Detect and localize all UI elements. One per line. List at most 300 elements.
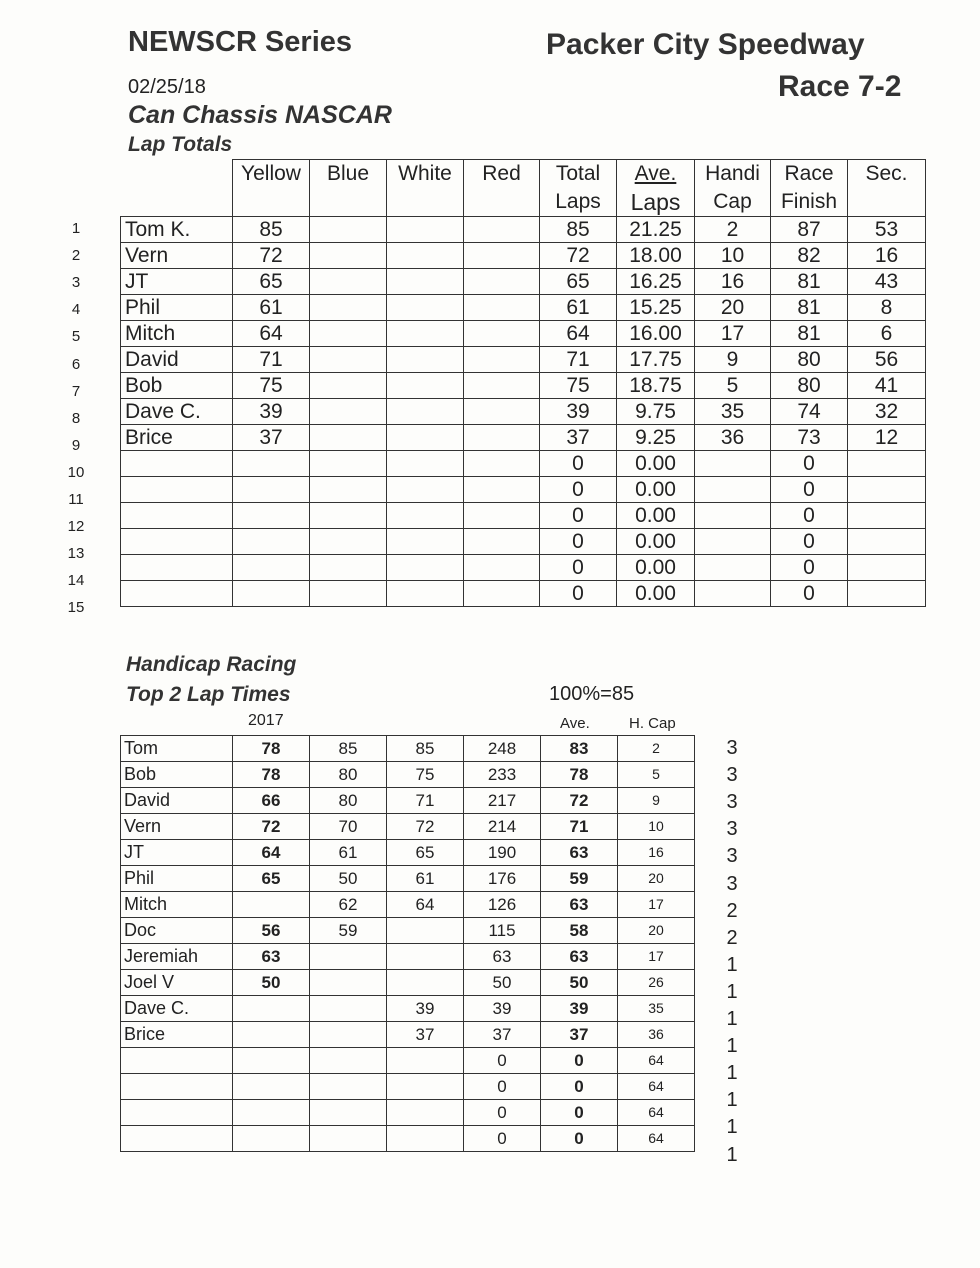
cell-name [121, 451, 233, 477]
cell-finish: 0 [771, 529, 848, 555]
lap-row [121, 399, 926, 425]
col-total-laps [540, 160, 617, 217]
cell-red [464, 399, 540, 425]
handicap-row [121, 866, 695, 892]
cell-c1: 50 [310, 866, 387, 892]
cell-sec [848, 451, 926, 477]
cell-handi: 2 [695, 217, 771, 243]
row-number: 9 [71, 436, 81, 454]
cell-yellow [233, 477, 310, 503]
cell-sum: 126 [464, 892, 541, 918]
cell-sum: 115 [464, 918, 541, 944]
row-number: 6 [71, 355, 81, 373]
cell-finish: 81 [771, 321, 848, 347]
cell-red [464, 295, 540, 321]
cell-name [121, 529, 233, 555]
row-number: 2 [71, 247, 81, 265]
cell-name: Brice [121, 425, 233, 451]
cell-y2017: 63 [233, 944, 310, 970]
cell-handi [695, 503, 771, 529]
cell-finish: 73 [771, 425, 848, 451]
cell-finish: 74 [771, 399, 848, 425]
handicap-row [121, 1048, 695, 1074]
cell-hcap: 35 [618, 996, 695, 1022]
handicap-row [121, 892, 695, 918]
cell-red [464, 321, 540, 347]
cell-name [121, 581, 233, 607]
handicap-row [121, 736, 695, 762]
cell-y2017 [233, 1100, 310, 1126]
cell-y2017: 78 [233, 736, 310, 762]
cell-handi: 16 [695, 269, 771, 295]
cell-name: JT [121, 269, 233, 295]
cell-yellow: 61 [233, 295, 310, 321]
lap-row [121, 451, 926, 477]
cell-white [387, 555, 464, 581]
cell-ave: 18.75 [617, 373, 695, 399]
cell-y2017: 65 [233, 866, 310, 892]
cell-name [121, 1074, 233, 1100]
series-title: NEWSCR Series [128, 26, 353, 58]
cell-white [387, 451, 464, 477]
race-count: 1 [726, 1143, 738, 1166]
cell-ave: 16.25 [617, 269, 695, 295]
cell-yellow: 39 [233, 399, 310, 425]
cell-name [121, 555, 233, 581]
cell-c2 [387, 1048, 464, 1074]
cell-ave: 0 [541, 1126, 618, 1152]
lap-row [121, 295, 926, 321]
race-count: 1 [726, 1116, 738, 1139]
race-date: 02/25/18 [128, 76, 206, 98]
cell-sec [848, 503, 926, 529]
handicap-title: Handicap Racing [126, 653, 297, 676]
cell-name: Tom K. [121, 217, 233, 243]
cell-c2: 72 [387, 814, 464, 840]
cell-finish: 87 [771, 217, 848, 243]
cell-yellow [233, 555, 310, 581]
cell-ave: 0.00 [617, 477, 695, 503]
cell-red [464, 477, 540, 503]
cell-total: 0 [540, 581, 617, 607]
cell-ave: 0.00 [617, 503, 695, 529]
cell-sec [848, 477, 926, 503]
cell-c1 [310, 1022, 387, 1048]
cell-sec: 43 [848, 269, 926, 295]
cell-handi: 10 [695, 243, 771, 269]
cell-yellow: 64 [233, 321, 310, 347]
cell-sum: 0 [464, 1100, 541, 1126]
race-count: 1 [726, 1062, 738, 1085]
race-count: 1 [726, 1089, 738, 1112]
col-white: White [387, 160, 464, 217]
col-ave-1: Ave. [634, 162, 677, 185]
cell-blue [310, 529, 387, 555]
cell-sec: 56 [848, 347, 926, 373]
class-title: Can Chassis NASCAR [128, 101, 392, 129]
cell-c2 [387, 944, 464, 970]
cell-c2: 75 [387, 762, 464, 788]
col-blue: Blue [310, 160, 387, 217]
lap-row [121, 373, 926, 399]
row-number: 15 [67, 599, 85, 617]
cell-ave: 21.25 [617, 217, 695, 243]
cell-red [464, 555, 540, 581]
cell-c2 [387, 1100, 464, 1126]
handicap-row [121, 840, 695, 866]
handicap-row [121, 996, 695, 1022]
cell-handi [695, 555, 771, 581]
cell-ave: 0 [541, 1100, 618, 1126]
cell-hcap: 16 [618, 840, 695, 866]
cell-sum: 214 [464, 814, 541, 840]
col-red: Red [464, 160, 540, 217]
row-number: 12 [67, 518, 85, 536]
cell-sec: 41 [848, 373, 926, 399]
race-count: 1 [726, 953, 738, 976]
cell-blue [310, 373, 387, 399]
cell-ave: 16.00 [617, 321, 695, 347]
cell-hcap: 2 [618, 736, 695, 762]
cell-blue [310, 347, 387, 373]
cell-total: 65 [540, 269, 617, 295]
cell-handi: 35 [695, 399, 771, 425]
cell-sec: 8 [848, 295, 926, 321]
race-count: 1 [726, 1035, 738, 1058]
cell-finish: 0 [771, 555, 848, 581]
cell-white [387, 243, 464, 269]
cell-red [464, 451, 540, 477]
handicap-row [121, 1022, 695, 1048]
cell-ave: 0.00 [617, 529, 695, 555]
cell-sum: 233 [464, 762, 541, 788]
cell-white [387, 217, 464, 243]
cell-ave: 71 [541, 814, 618, 840]
cell-white [387, 581, 464, 607]
cell-white [387, 477, 464, 503]
race-number: Race 7-2 [778, 70, 902, 103]
cell-sum: 176 [464, 866, 541, 892]
handicap-subtitle: Top 2 Lap Times [126, 683, 291, 706]
cell-blue [310, 425, 387, 451]
cell-ave: 39 [541, 996, 618, 1022]
cell-name: Joel V [121, 970, 233, 996]
lap-totals-table [120, 159, 926, 607]
cell-c1 [310, 970, 387, 996]
lap-row [121, 243, 926, 269]
row-number: 1 [71, 220, 81, 237]
cell-handi: 17 [695, 321, 771, 347]
cell-y2017 [233, 1074, 310, 1100]
cell-sum: 0 [464, 1048, 541, 1074]
cell-handi: 36 [695, 425, 771, 451]
cell-ave: 17.75 [617, 347, 695, 373]
cell-total: 64 [540, 321, 617, 347]
cell-name: Vern [121, 814, 233, 840]
cell-sec [848, 555, 926, 581]
handicap-row [121, 918, 695, 944]
cell-blue [310, 243, 387, 269]
cell-c2: 85 [387, 736, 464, 762]
cell-ave: 63 [541, 892, 618, 918]
cell-total: 39 [540, 399, 617, 425]
cell-name [121, 1100, 233, 1126]
cell-name: JT [121, 840, 233, 866]
cell-c1: 80 [310, 788, 387, 814]
cell-white [387, 295, 464, 321]
cell-c2: 37 [387, 1022, 464, 1048]
cell-finish: 0 [771, 477, 848, 503]
cell-white [387, 399, 464, 425]
cell-white [387, 269, 464, 295]
cell-blue [310, 269, 387, 295]
lap-row [121, 477, 926, 503]
cell-c1: 80 [310, 762, 387, 788]
cell-red [464, 529, 540, 555]
cell-name: Bob [121, 373, 233, 399]
cell-red [464, 347, 540, 373]
cell-c2: 39 [387, 996, 464, 1022]
cell-ave: 18.00 [617, 243, 695, 269]
cell-hcap: 9 [618, 788, 695, 814]
cell-y2017: 64 [233, 840, 310, 866]
cell-c2 [387, 918, 464, 944]
cell-hcap: 17 [618, 944, 695, 970]
track-title: Packer City Speedway [546, 28, 865, 61]
lap-row [121, 555, 926, 581]
cell-blue [310, 477, 387, 503]
cell-name: Dave C. [121, 399, 233, 425]
cell-name: Mitch [121, 321, 233, 347]
cell-total: 0 [540, 477, 617, 503]
cell-name: Phil [121, 295, 233, 321]
year-label: 2017 [248, 712, 284, 729]
race-count: 3 [726, 845, 738, 868]
cell-hcap: 20 [618, 918, 695, 944]
cell-ave: 59 [541, 866, 618, 892]
cell-sum: 39 [464, 996, 541, 1022]
cell-y2017: 72 [233, 814, 310, 840]
cell-white [387, 503, 464, 529]
cell-blue [310, 295, 387, 321]
cell-y2017: 66 [233, 788, 310, 814]
cell-hcap: 64 [618, 1048, 695, 1074]
row-number: 8 [71, 409, 81, 427]
col-handicap [695, 160, 771, 217]
lap-row [121, 503, 926, 529]
cell-hcap: 64 [618, 1100, 695, 1126]
cell-name: David [121, 788, 233, 814]
cell-name: Vern [121, 243, 233, 269]
col-ave-2: Laps [630, 189, 681, 215]
cell-blue [310, 451, 387, 477]
cell-yellow [233, 529, 310, 555]
handicap-row [121, 1126, 695, 1152]
cell-y2017 [233, 1022, 310, 1048]
cell-red [464, 269, 540, 295]
row-number: 11 [68, 491, 84, 508]
cell-sec [848, 529, 926, 555]
cell-ave: 58 [541, 918, 618, 944]
cell-ave: 0 [541, 1074, 618, 1100]
cell-c2: 61 [387, 866, 464, 892]
cell-name: Jeremiah [121, 944, 233, 970]
cell-white [387, 425, 464, 451]
cell-ave: 63 [541, 840, 618, 866]
cell-red [464, 373, 540, 399]
col-total-1: Total [555, 162, 601, 185]
cell-yellow [233, 451, 310, 477]
lap-row [121, 269, 926, 295]
lap-row [121, 425, 926, 451]
cell-sec [848, 581, 926, 607]
cell-handi [695, 529, 771, 555]
lap-totals-header [121, 160, 926, 217]
cell-sum: 217 [464, 788, 541, 814]
cell-sum: 50 [464, 970, 541, 996]
cell-finish: 0 [771, 581, 848, 607]
cell-sum: 190 [464, 840, 541, 866]
cell-name: Brice [121, 1022, 233, 1048]
cell-hcap: 17 [618, 892, 695, 918]
cell-ave: 9.75 [617, 399, 695, 425]
cell-c1: 59 [310, 918, 387, 944]
handicap-row [121, 1074, 695, 1100]
cell-y2017 [233, 892, 310, 918]
cell-total: 71 [540, 347, 617, 373]
cell-ave: 78 [541, 762, 618, 788]
handicap-row [121, 762, 695, 788]
header-blank [121, 160, 233, 217]
col-ave-laps [617, 160, 695, 217]
cell-sec: 53 [848, 217, 926, 243]
cell-handi [695, 477, 771, 503]
cell-finish: 81 [771, 269, 848, 295]
cell-white [387, 373, 464, 399]
cell-finish: 81 [771, 295, 848, 321]
row-number: 3 [71, 274, 81, 292]
cell-total: 0 [540, 529, 617, 555]
cell-sec: 32 [848, 399, 926, 425]
cell-name: Mitch [121, 892, 233, 918]
cell-c2: 64 [387, 892, 464, 918]
lap-row [121, 321, 926, 347]
col-sec: Sec. [848, 160, 926, 217]
cell-total: 0 [540, 555, 617, 581]
lap-row [121, 581, 926, 607]
cell-yellow: 65 [233, 269, 310, 295]
cell-name [121, 1048, 233, 1074]
cell-total: 37 [540, 425, 617, 451]
cell-handi [695, 451, 771, 477]
cell-total: 0 [540, 503, 617, 529]
cell-y2017 [233, 996, 310, 1022]
cell-sec: 12 [848, 425, 926, 451]
cell-c1: 62 [310, 892, 387, 918]
cell-handi: 5 [695, 373, 771, 399]
lap-row [121, 347, 926, 373]
cell-red [464, 217, 540, 243]
handicap-table [120, 735, 695, 1152]
cell-blue [310, 217, 387, 243]
cell-hcap: 5 [618, 762, 695, 788]
cell-hcap: 36 [618, 1022, 695, 1048]
cell-c1: 85 [310, 736, 387, 762]
lap-row [121, 217, 926, 243]
cell-hcap: 64 [618, 1074, 695, 1100]
cell-hcap: 20 [618, 866, 695, 892]
cell-c1 [310, 1074, 387, 1100]
race-count: 2 [726, 899, 738, 922]
handicap-row [121, 814, 695, 840]
cell-y2017: 50 [233, 970, 310, 996]
cell-name: Bob [121, 762, 233, 788]
cell-sum: 37 [464, 1022, 541, 1048]
cell-c2: 71 [387, 788, 464, 814]
cell-ave: 0.00 [617, 555, 695, 581]
cell-blue [310, 321, 387, 347]
cell-white [387, 529, 464, 555]
cell-blue [310, 555, 387, 581]
cell-total: 61 [540, 295, 617, 321]
cell-white [387, 321, 464, 347]
row-number: 14 [67, 572, 85, 590]
cell-c2 [387, 970, 464, 996]
cell-yellow: 71 [233, 347, 310, 373]
race-count: 1 [726, 980, 738, 1003]
race-count: 3 [726, 872, 738, 895]
cell-finish: 80 [771, 373, 848, 399]
cell-ave: 0.00 [617, 581, 695, 607]
cell-hcap: 64 [618, 1126, 695, 1152]
cell-name [121, 1126, 233, 1152]
cell-ave: 0 [541, 1048, 618, 1074]
col-handi-1: Handi [705, 162, 760, 185]
cell-ave: 83 [541, 736, 618, 762]
cell-name: David [121, 347, 233, 373]
cell-sec: 6 [848, 321, 926, 347]
cell-name: Tom [121, 736, 233, 762]
cell-hcap: 26 [618, 970, 695, 996]
cell-red [464, 425, 540, 451]
cell-c2 [387, 1126, 464, 1152]
cell-blue [310, 503, 387, 529]
lap-row [121, 529, 926, 555]
cell-y2017: 78 [233, 762, 310, 788]
race-count: 3 [726, 764, 738, 787]
col-yellow: Yellow [233, 160, 310, 217]
cell-total: 85 [540, 217, 617, 243]
cell-finish: 0 [771, 451, 848, 477]
row-number: 4 [71, 301, 81, 319]
cell-yellow: 85 [233, 217, 310, 243]
section-lap-totals: Lap Totals [128, 133, 233, 156]
cell-name: Dave C. [121, 996, 233, 1022]
handicap-row [121, 944, 695, 970]
cell-name: Doc [121, 918, 233, 944]
cell-handi: 9 [695, 347, 771, 373]
cell-total: 0 [540, 451, 617, 477]
col-race-1: Race [784, 162, 834, 185]
race-count: 3 [726, 791, 738, 814]
row-number: 5 [71, 328, 81, 346]
handicap-percent: 100%=85 [549, 683, 635, 705]
cell-name: Phil [121, 866, 233, 892]
cell-handi: 20 [695, 295, 771, 321]
cell-yellow [233, 503, 310, 529]
cell-ave: 50 [541, 970, 618, 996]
cell-ave: 9.25 [617, 425, 695, 451]
